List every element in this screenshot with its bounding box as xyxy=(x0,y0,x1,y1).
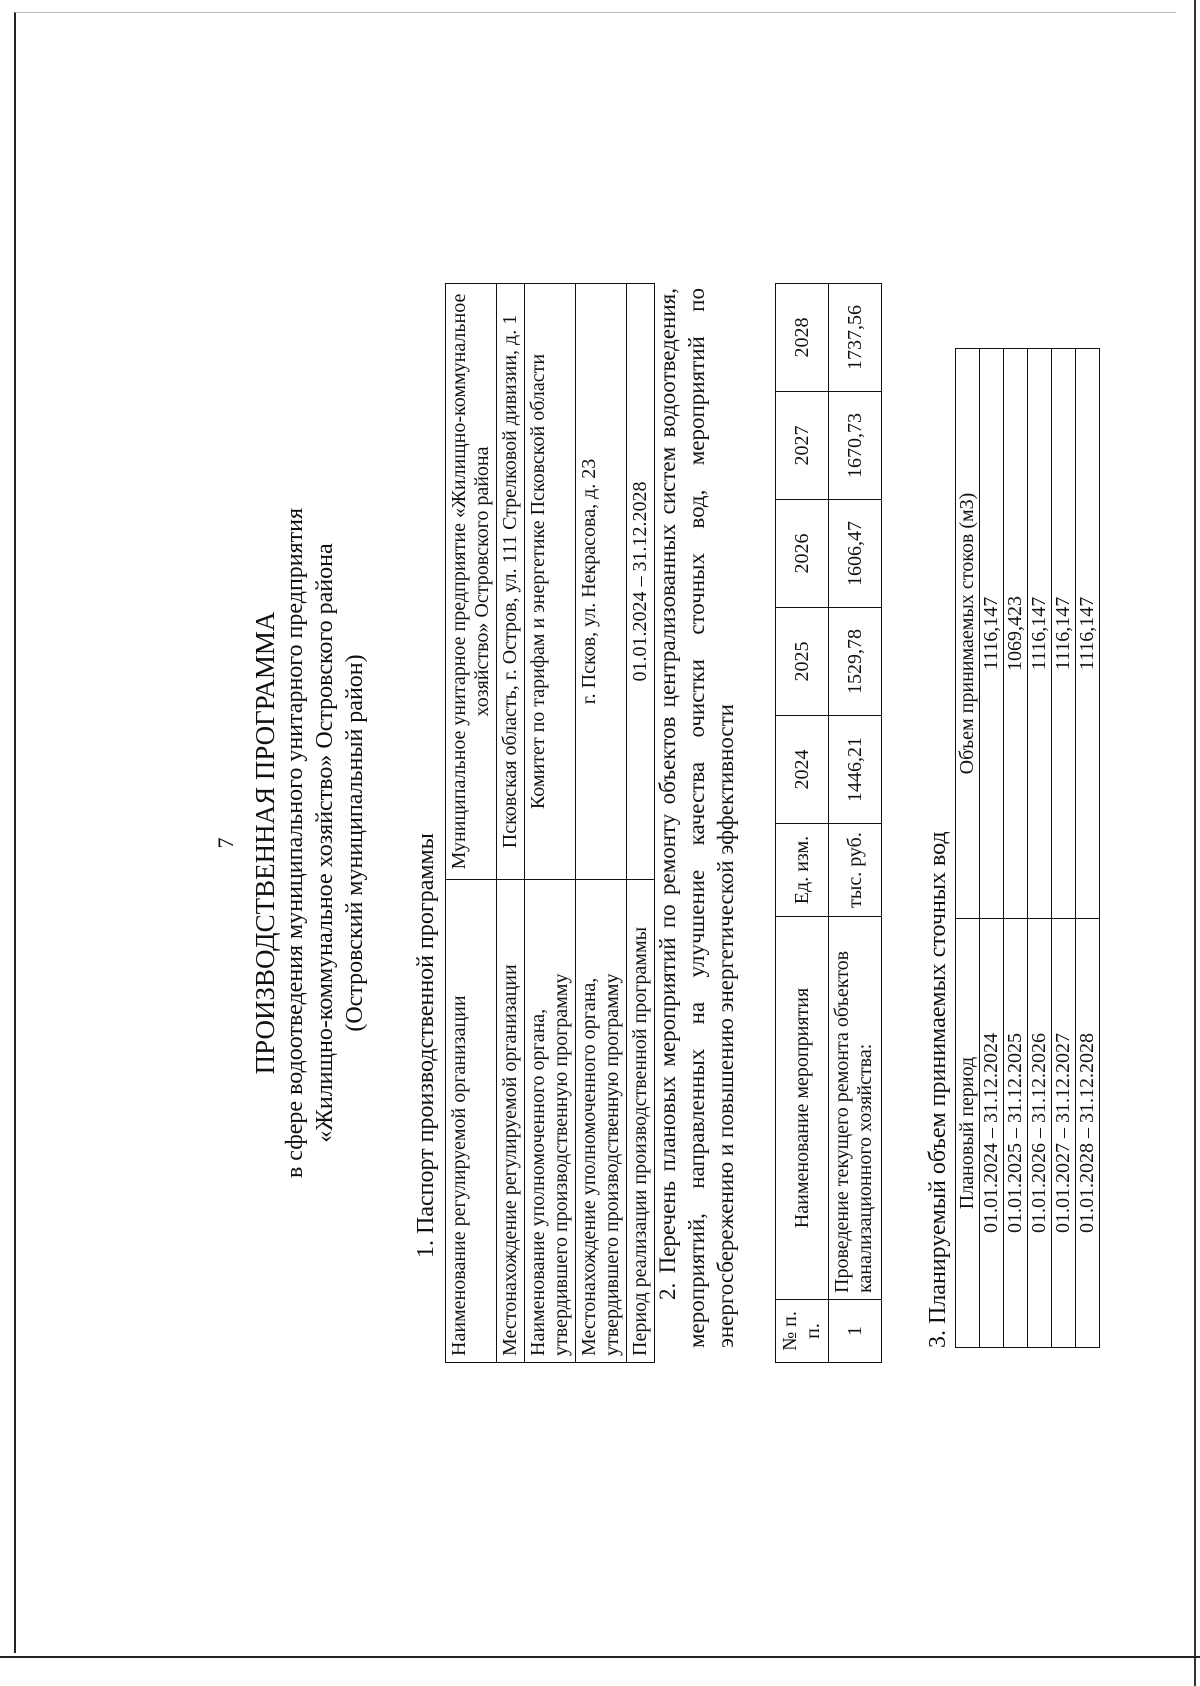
activities-table xyxy=(775,283,882,1363)
passport-value: Псковская область, г. Остров, ул. 111 Стрелковой дивизии, д. 1 xyxy=(497,284,525,880)
table-row xyxy=(446,284,497,1363)
scan-edge-right xyxy=(1194,0,1196,1686)
document-heading xyxy=(250,98,370,1588)
table-row xyxy=(576,284,627,1363)
period-cell: 01.01.2026 – 31.12.2026 xyxy=(1028,919,1052,1348)
period-cell: 01.01.2027 – 31.12.2027 xyxy=(1052,919,1076,1348)
table-row xyxy=(497,284,525,1363)
table-row xyxy=(1028,349,1052,1348)
heading-line-3: «Жилищно-коммунальное хозяйство» Островского района xyxy=(312,543,338,1143)
scan-edge-bottom xyxy=(0,1656,1200,1658)
section-3-title: 3. Планируемый объем принимаемых сточных вод xyxy=(925,831,951,1348)
column-header: 2026 xyxy=(776,500,829,608)
period-cell: 01.01.2025 – 31.12.2025 xyxy=(1004,919,1028,1348)
volume-cell: 1116,147 xyxy=(1076,349,1100,919)
volume-cell: 1116,147 xyxy=(1028,349,1052,919)
wastewater-volume-table xyxy=(955,348,1100,1348)
table-row xyxy=(1004,349,1028,1348)
section-1-title: 1. Паспорт производственной программы xyxy=(413,833,439,1258)
section-2-paragraph: 2. Перечень плановых мероприятий по ремонту объектов централизованных систем водоотведения, мероприятий, направленных на улучшение качества очистки сточных вод, мероприятий по энергосбережению и повышению энергетической эффективности xyxy=(655,288,738,1348)
column-header: Наименование мероприятия xyxy=(776,917,829,1300)
volume-cell: 1116,147 xyxy=(980,349,1004,919)
table-row xyxy=(829,284,882,1363)
table-row xyxy=(1052,349,1076,1348)
activity-value-2024: 1446,21 xyxy=(829,716,882,824)
column-header: Ед. изм. xyxy=(776,824,829,917)
activity-number: 1 xyxy=(829,1300,882,1363)
passport-value: 01.01.2024 – 31.12.2028 xyxy=(627,284,655,880)
column-header: 2024 xyxy=(776,716,829,824)
activity-name: Проведение текущего ремонта объектов канализационного хозяйства: xyxy=(829,917,882,1300)
passport-value: г. Псков, ул. Некрасова, д. 23 xyxy=(576,284,627,880)
column-header: 2027 xyxy=(776,392,829,500)
passport-value: Комитет по тарифам и энергетике Псковской области xyxy=(525,284,576,880)
section-2-title xyxy=(653,288,740,1348)
passport-label: Наименование регулируемой организации xyxy=(446,880,497,1363)
passport-label: Местонахождение регулируемой организации xyxy=(497,880,525,1363)
table-row xyxy=(525,284,576,1363)
heading-line-4: (Островский муниципальный район) xyxy=(342,654,368,1032)
table-row xyxy=(980,349,1004,1348)
rotated-document-page xyxy=(95,98,1105,1588)
period-cell: 01.01.2024 – 31.12.2024 xyxy=(980,919,1004,1348)
activity-value-2026: 1606,47 xyxy=(829,500,882,608)
column-header: Объем принимаемых стоков (м3) xyxy=(956,349,980,919)
activity-value-2025: 1529,78 xyxy=(829,608,882,716)
column-header: 2025 xyxy=(776,608,829,716)
passport-value: Муниципальное унитарное предприятие «Жилищно-коммунальное хозяйство» Островского района xyxy=(446,284,497,880)
page-number: 7 xyxy=(213,837,238,849)
table-row xyxy=(1076,349,1100,1348)
volume-cell: 1116,147 xyxy=(1052,349,1076,919)
column-header: 2028 xyxy=(776,284,829,392)
table-row xyxy=(627,284,655,1363)
activity-value-2028: 1737,56 xyxy=(829,284,882,392)
activity-unit: тыс. руб. xyxy=(829,824,882,917)
activity-value-2027: 1670,73 xyxy=(829,392,882,500)
table-header-row xyxy=(956,349,980,1348)
column-header: Плановый период xyxy=(956,919,980,1348)
period-cell: 01.01.2028 – 31.12.2028 xyxy=(1076,919,1100,1348)
table-header-row xyxy=(776,284,829,1363)
volume-cell: 1069,423 xyxy=(1004,349,1028,919)
column-header: № п. п. xyxy=(776,1300,829,1363)
passport-label: Наименование уполномоченного органа, утвердившего производственную программу xyxy=(525,880,576,1363)
heading-line-2: в сфере водоотведения муниципального унитарного предприятия xyxy=(282,507,308,1179)
passport-label: Местонахождение уполномоченного органа, утвердившего производственную программу xyxy=(576,880,627,1363)
passport-table xyxy=(445,283,655,1363)
passport-label: Период реализации производственной программы xyxy=(627,880,655,1363)
heading-line-1: ПРОИЗВОДСТВЕННАЯ ПРОГРАММА xyxy=(250,611,280,1075)
